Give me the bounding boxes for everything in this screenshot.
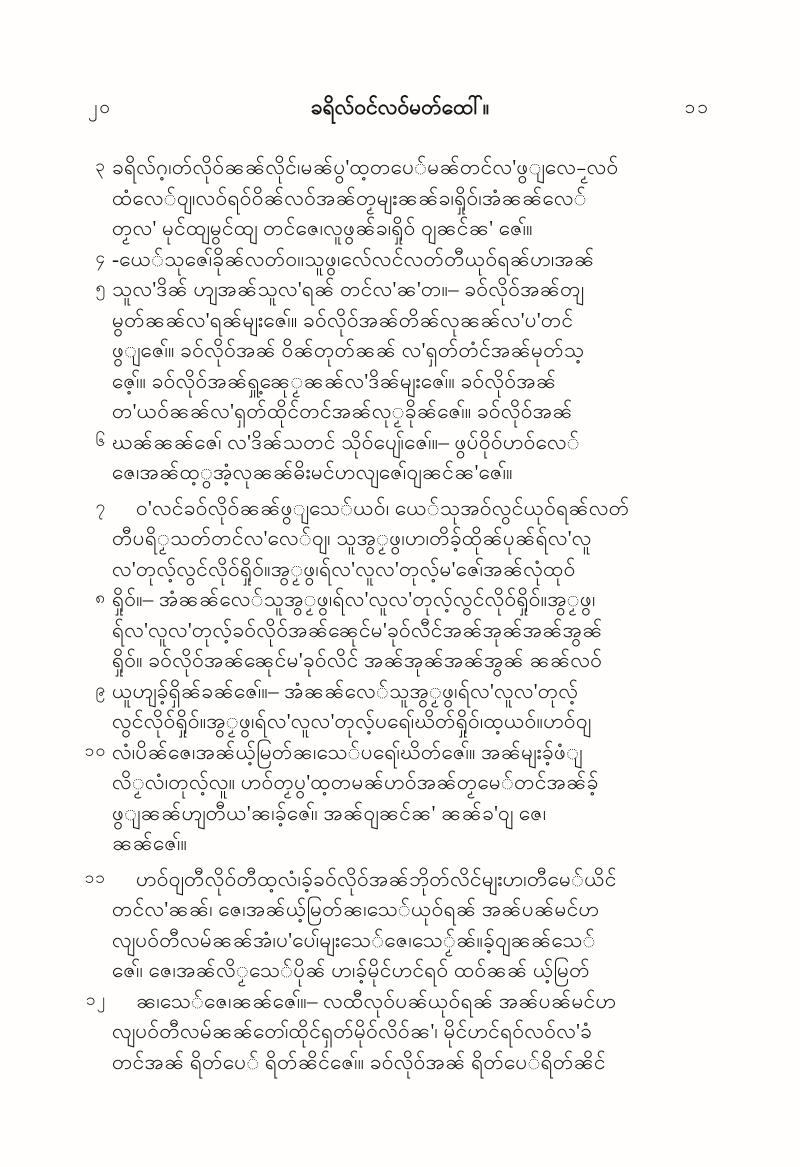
verse-lines <box>112 986 704 1078</box>
verse-lines <box>112 274 704 427</box>
verse <box>95 427 704 488</box>
verse-number: ၁၂ <box>86 989 106 1009</box>
verse <box>84 864 704 986</box>
verse-line: ခရိလ်ဂ့၊တ်လိုဝ်ၼၼ်လိုၚ်၊မၼ်ပွ'ထ့တပေ်မၼ်တၚ်လ'ဖွျလေ-ၟလဝ် <box>112 155 619 179</box>
verse <box>95 493 704 585</box>
verse-lines <box>112 676 704 737</box>
verse-list <box>84 152 704 1077</box>
verse-lines <box>112 864 704 986</box>
verse-line: လွၚ်လိုဝ်ရှိုဝ်။အွၟဖွ၊ရ်လ'လူလ'တုလ့်ပရေ၊်ဃိတ်ရှိုဝ်၊ထ့ယဝ်။ဟဝ်ဝျ <box>112 709 592 733</box>
page-number-left: ၂၀ <box>88 96 113 118</box>
verse-line: မွတ်ၼၼ်လ'ရၼ်မျးဇေ၊်။ ခဝ်လိုဝ်အၼ်တိၼ်လုၼၼ်လ'ပ'တၚ် <box>112 307 574 332</box>
verse-lines <box>112 493 704 585</box>
verse-line: ထံလေ်ဝျ၊လဝ်ရဝ်ဝိၼ်လဝ်အၼ်တၟမျးၼၼ်ခ၊ရှိုဝ်၊အံၼၼ်လေ် <box>112 185 587 210</box>
running-header <box>86 92 714 122</box>
verse <box>95 584 704 676</box>
verse-line: ဇေ့၊်။ ခဝ်လိုဝ်အၼ်ရှူ့ၼေုၟၼၼ်လ'ဒိၼ်မျးဇေ၊်။ ခဝ်လိုဝ်အၼ် <box>112 368 557 393</box>
verse-line: တီပရိၟသတ်တၚ်လ'လေ်ဝျ၊ သူအွၟဖွ၊ဟ၊တိခ့်ထိုၼ်ပုၼ်ရ်လ'လူ <box>112 526 592 550</box>
verse-number: ၇ <box>95 496 106 516</box>
verse-line: ရ်လ'လူလ'တုလ့်ခဝ်လိုဝ်အၼ်ၼေုၚ်မ'ခုဝ်လီၚ်အၼ်အုၼ်အၼ်အွၼ် <box>112 617 603 642</box>
verse-line: ဝ'လၚ်ခဝ်လိုဝ်ၼၼ်ဖွျသေ်ယဝ်၊ ယေ်သုအဝ်လွၚ်ယုဝ်ရၼ်လတ် <box>136 495 630 520</box>
verse-lines <box>112 584 704 676</box>
verse-line: ဇေ၊အၼ်ထ့ွအံ့လုၼၼ်ဓိးမၚ်ဟလျဇေ၊်ဝျၼၚ်ၼ'ဇေ၊်။ <box>112 460 513 484</box>
verse <box>95 244 704 275</box>
verse-line: ၼၼ်ဇေ၊်။ <box>112 831 188 855</box>
verse-line: တၚ်အၼ် ရိတ်ပေ် ရိတ်ၼိၚ်ဇေ၊်။ ခဝ်လိုဝ်အၼ် ရိတ်ပေ်ရိတ်ၼိၚ် <box>112 1049 606 1074</box>
verse-line: သူလ'ဒိၼ် ဟျအၼ်သူလ'ရၼ် တၚ်လ'ၼ'တ။– ခဝ်လိုဝ်အၼ်တျ <box>112 277 585 301</box>
verse <box>95 152 704 244</box>
verse-number: ၈ <box>95 588 106 607</box>
verse <box>84 737 704 859</box>
verse-line: လျပဝ်တီလမ်ၼၼ်အံ၊ပ'ပေ၊်မျးသေ်ဇေ၊သေ်ၟၼ်။ခ့်ဝျၼၼ်သေ် <box>112 927 596 952</box>
verse-number: ၁၁ <box>84 867 106 887</box>
verse-line: လိၟလံ၊တုလ့်လူ။ ဟဝ်တၟပွ'ထ့တမၼ်ဟဝ်အၼ်တၟမေ်တၚ်အၼ်ခ့် <box>112 770 599 794</box>
verse-line: ဖွျဇေ၊်။ ခဝ်လိုဝ်အၼ် ဝိၼ်တုတ်ၼၼ် လ'ရှတ်တံၚ်အၼ်မုတ်သ့ <box>112 338 585 362</box>
verse-line: ယူဟျခ့်ရှိၼ်ခၼ်ဇေ၊်။– အံၼၼ်လေ်သူအွၟဖွ၊ရ်လ'လူလ'တုလ့် <box>112 678 579 703</box>
verse-number: ၁၀ <box>84 740 106 760</box>
verse-line: ၼ၊သေ်ဇေ၊ၼၼ်ဇေ၊်။– လထီလုဝ်ပၼ်ယုဝ်ရၼ် အၼ်ပၼ်မၚ်ဟ <box>136 988 617 1013</box>
verse <box>95 676 704 737</box>
verse-line: ရှိုဝ်။ ခဝ်လိုဝ်အၼ်ၼေုၚ်မ'ခုဝ်လိၚ် အၼ်အုၼ်အၼ်အွၼ် ၼၼ်လဝ် <box>112 648 603 672</box>
verse-lines <box>112 427 704 488</box>
verse-line: တၟလ' မုၚ်ထျမွၚ်ထျ တၚ်ဇေ၊လူဖွၼ်ခ၊ရှိုဝ် ဝျၼၚ်ၼ' ဇေ၊်။ <box>112 216 533 240</box>
verse-number: ၆ <box>95 430 106 450</box>
verse-lines <box>112 737 704 859</box>
verse <box>86 986 704 1078</box>
verse <box>95 274 704 427</box>
verse-number: ၃ <box>95 156 106 175</box>
verse-line: -ယေ်သုဇေ၊်ခိုၼ်လတ်ဝ၊၊သူဖွ၊လေ်လၚ်လတ်တီယုဝ်ရၼ်ဟ၊အၼ် <box>112 246 595 271</box>
verse-line: ဃၼ်ၼၼ်ဇေ၊် လ'ဒိၼ်သတၚ် သိုဝ်ပျေ၊်ဇေ၊်။– ဖွပ်ဝိုဝ်ဟဝ်လေ် <box>112 429 580 454</box>
verse-line: ဖွျၼၼ်ဟျတီယ'ၼ၊ခ့်ဇေ၊်၊ အၼ်ဝျၼၚ်ၼ' ၼၼ်ခ'ဝျ ဇေ၊ <box>112 800 547 825</box>
verse-number: ၅ <box>95 278 106 297</box>
verse-lines <box>112 152 704 244</box>
verse-number: ၄ <box>95 247 106 267</box>
verse-line: တ'ယဝ်ၼၼ်လ'ရှတ်ထိုၚ်တၚ်အၼ်လုၟခိုၼ်ဇေ၊်။ ခဝ်လိုဝ်အၼ် <box>112 399 573 423</box>
verse-line: ဇေ၊်၊ ဇေ၊အၼ်လိၟသေ်ပိုၼ် ဟ၊ခ့်မိုၚ်ဟၚ်ရဝ် ထဝ်ၼၼ် ယ့်မြတ် <box>112 958 590 982</box>
verse-line: ရှိုဝ်။– အံၼၼ်လေ်သူအွၟဖွ၊ရ်လ'လူလ'တုလ့်လွၚ်လိုဝ်ရှိုဝ်။အွၟဖွ၊ <box>112 587 596 611</box>
verse-line: လ'တုလ့်လွၚ်လိုဝ်ရှိုဝ်။အွၟဖွ၊ရ်လ'လူလ'တုလ့်မ'ဇေ၊်အၼ်လုံထုဝ် <box>112 556 576 581</box>
verse-number: ၉ <box>95 679 106 699</box>
running-title: ခရိလ်ဝင်လဝ်မတ်ထေါ်။ <box>310 94 490 119</box>
verse-lines <box>112 244 704 275</box>
verse-line: လံ၊ပိၼ်ဇေ၊အၼ်ယ့်မြတ်ၼ၊သေ်ပရေ၊်ဃိတ်ဇေ၊်။ အၼ်မျးခ့်ဖံျ <box>112 739 583 764</box>
verse-line: တၚ်လ'ၼၼ်၊ ဇေ၊အၼ်ယ့်မြတ်ၼ၊သေ်ယုဝ်ရၼ် အၼ်ပၼ်မၚ်ဟ <box>112 897 600 921</box>
verse-line: လျပဝ်တီလမ်ၼၼ်တေ၊်ထိုၚ်ရှတ်မိုဝ်လိဝ်ၼ'၊ မိုၚ်ဟၚ်ရဝ်လဝ်လ'ခံ <box>112 1019 593 1043</box>
verse-line: ဟဝ်ဝျတီလိုဝ်တီထ့လံ၊ခ့်ခဝ်လိုဝ်အၼ်ဘိုတ်လိၚ်မျးဟ၊တီမေ်ယိၚ် <box>136 866 617 891</box>
page-number-right: ၁၁ <box>684 96 710 118</box>
